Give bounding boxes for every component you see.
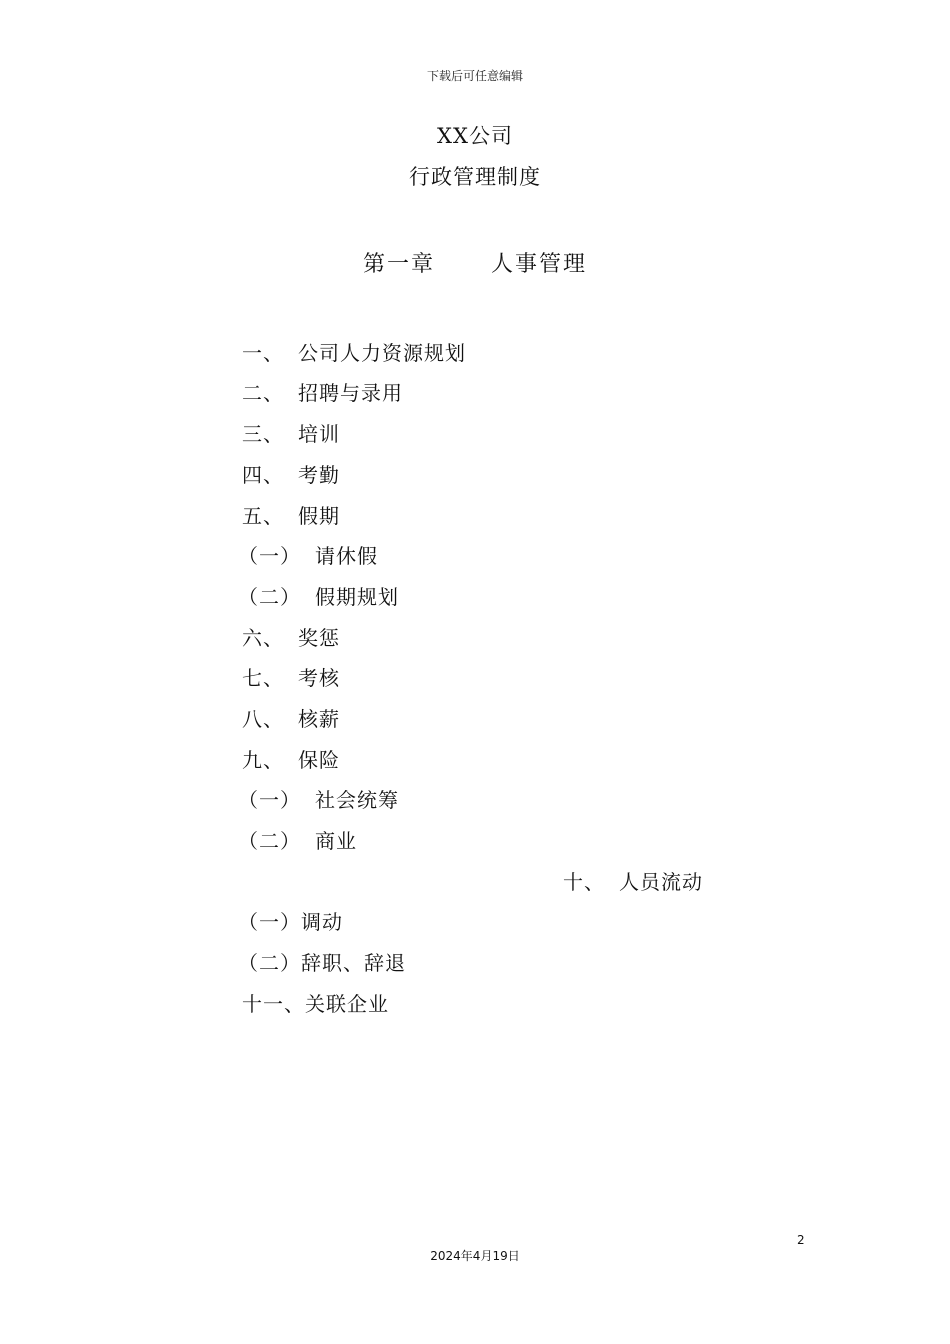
toc-number: 三、 — [242, 422, 284, 446]
toc-text: 核薪 — [298, 707, 340, 731]
toc-number: 十一、 — [242, 992, 305, 1016]
toc-item — [563, 868, 703, 896]
toc-text: 假期 — [298, 504, 340, 528]
toc-number: 一、 — [242, 341, 284, 365]
toc-number: 八、 — [242, 707, 284, 731]
chapter-name: 人事管理 — [491, 252, 588, 277]
toc-text: 培训 — [298, 422, 340, 446]
toc-item — [242, 461, 340, 489]
toc-item — [242, 420, 340, 448]
toc-item — [242, 339, 466, 367]
toc-item — [242, 624, 340, 652]
header-note: 下载后可任意编辑 — [426, 69, 523, 83]
toc-text: 招聘与录用 — [298, 381, 403, 405]
toc-number: 六、 — [242, 626, 284, 650]
toc-item — [238, 949, 406, 977]
toc-item — [242, 990, 389, 1018]
toc-text: 关联企业 — [305, 992, 389, 1016]
toc-text: 考核 — [298, 666, 340, 690]
toc-item — [242, 705, 340, 733]
toc-number: 二、 — [242, 381, 284, 405]
toc-number: 四、 — [242, 463, 284, 487]
toc-number: 七、 — [242, 666, 284, 690]
toc-number: （一） — [238, 788, 301, 812]
toc-item — [242, 379, 403, 407]
toc-item — [238, 583, 399, 611]
toc-number: （二） — [238, 585, 301, 609]
toc-text: 商业 — [315, 829, 357, 853]
toc-item — [242, 746, 340, 774]
chapter-heading — [0, 250, 950, 280]
toc-text: 社会统筹 — [315, 788, 399, 812]
toc-text: 公司人力资源规划 — [298, 341, 466, 365]
toc-item — [242, 502, 340, 530]
toc-number: 九、 — [242, 748, 284, 772]
toc-item — [238, 908, 343, 936]
toc-item — [238, 542, 378, 570]
toc-text: 奖惩 — [298, 626, 340, 650]
toc-text: 考勤 — [298, 463, 340, 487]
footer-date: 2024年4月19日 — [430, 1249, 520, 1263]
chapter-number: 第一章 — [362, 252, 435, 277]
toc-item — [238, 786, 399, 814]
toc-number: （一） — [238, 910, 301, 934]
toc-text: 调动 — [301, 910, 343, 934]
page-number: 2 — [797, 1233, 805, 1247]
toc-number: 五、 — [242, 504, 284, 528]
toc-number: （二） — [238, 829, 301, 853]
company-title: XX公司 — [437, 124, 513, 148]
toc-item — [242, 664, 340, 692]
toc-item — [238, 827, 357, 855]
toc-text: 保险 — [298, 748, 340, 772]
toc-number: （一） — [238, 544, 301, 568]
document-title: 行政管理制度 — [409, 165, 541, 189]
toc-text: 假期规划 — [315, 585, 399, 609]
toc-text: 人员流动 — [619, 870, 703, 894]
toc-text: 辞职、辞退 — [301, 951, 406, 975]
toc-number: 十、 — [563, 870, 605, 894]
toc-number: （二） — [238, 951, 301, 975]
toc-text: 请休假 — [315, 544, 378, 568]
